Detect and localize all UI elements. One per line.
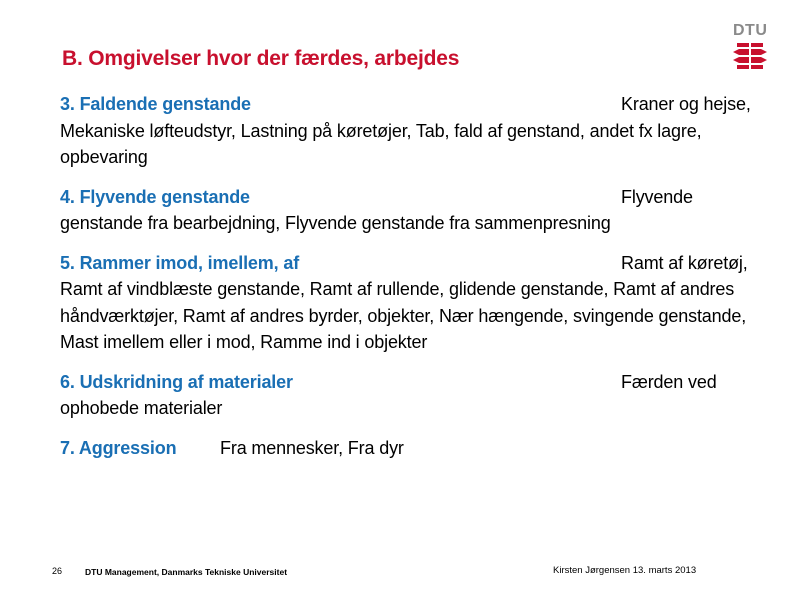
logo-text: DTU bbox=[733, 22, 768, 39]
dtu-logo-icon bbox=[733, 42, 767, 70]
item-heading: 5. Rammer imod, imellem, af bbox=[60, 252, 300, 273]
list-item bbox=[60, 369, 760, 422]
item-heading: 3. Faldende genstande bbox=[60, 94, 251, 114]
item-text: Ramt af køretøj, Ramt af vindblæste genstande, Ramt af rullende, glidende genstande, Ramt af andres håndværktøjer, Ramt af andres byrder, objekter, Nær hængende, svingende genstande, Mast imellem eller i mod, Ramme ind i objekter bbox=[60, 252, 748, 352]
item-heading: 4. Flyvende genstande bbox=[60, 186, 250, 207]
list-item bbox=[60, 184, 760, 237]
list-item bbox=[60, 250, 760, 356]
item-text: Fra mennesker, Fra dyr bbox=[220, 437, 404, 458]
slide-title: B. Omgivelser hvor der færdes, arbejdes bbox=[62, 47, 460, 70]
footer-author-date: Kirsten Jørgensen 13. marts 2013 bbox=[553, 565, 697, 576]
content bbox=[60, 91, 760, 461]
item-heading: 7. Aggression bbox=[60, 437, 177, 458]
list-item bbox=[60, 435, 760, 462]
item-text: Kraner og hejse, Mekaniske løfteudstyr, Lastning på køretøjer, Tab, fald af genstand, andet fx lagre, opbevaring bbox=[60, 94, 751, 167]
item-text: Færden ved ophobede materialer bbox=[60, 371, 717, 418]
item-text: Flyvende genstande fra bearbejdning, Flyvende genstande fra sammenpresning bbox=[60, 186, 693, 233]
page-number: 26 bbox=[52, 566, 63, 576]
item-heading: 6. Udskridning af materialer bbox=[60, 371, 293, 392]
list-item bbox=[60, 91, 760, 171]
dtu-logo bbox=[733, 22, 767, 70]
footer-organization: DTU Management, Danmarks Tekniske Universitet bbox=[85, 567, 288, 577]
